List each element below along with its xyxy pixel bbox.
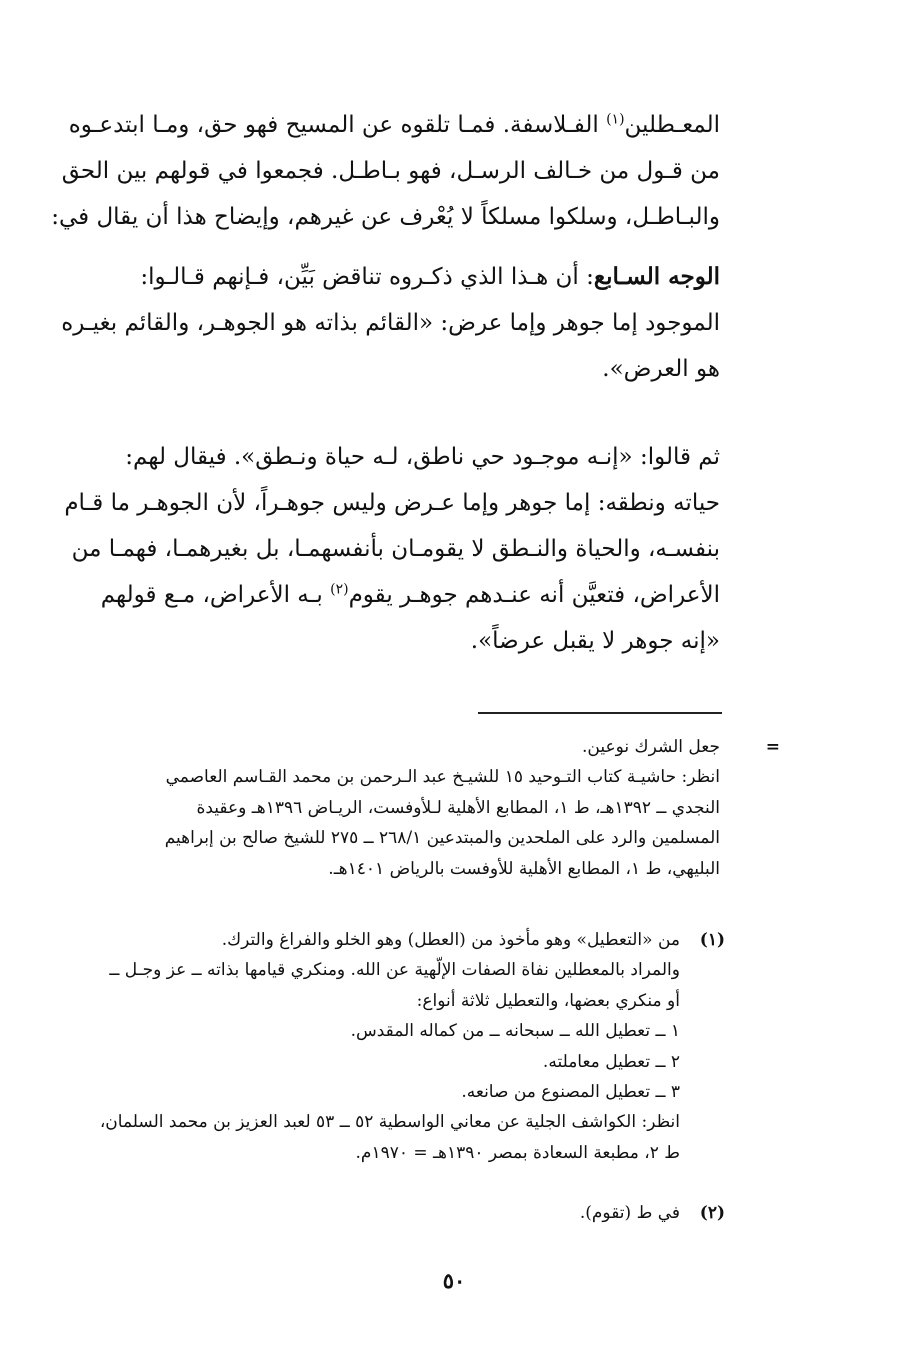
footnote-line: المسلمين والرد على الملحدين والمبتدعين ٢٦٨/١ ــ ٢٧٥ للشيخ صالح بن إبراهيم bbox=[164, 828, 720, 849]
footnote-line: انظر: حاشيـة كتاب التـوحيد ١٥ للشيـخ عبد الـرحمن بن محمد القـاسم العاصمي bbox=[165, 767, 720, 788]
footnote-continuation bbox=[20, 732, 720, 884]
paragraph-line: الموجود إما جوهر وإما عرض: «القائم بذاته هو الجوهـر، والقائم بغيـره bbox=[61, 310, 720, 336]
footnote-line: في ط (تقوم). bbox=[579, 1203, 680, 1223]
text-run: المعـطلين bbox=[624, 112, 720, 138]
paragraph-line: بنفسـه، والحياة والنـطق لا يقومـان بأنفسهمـا، بل بغيرهمـا، فهمـا من bbox=[71, 536, 720, 562]
paragraph-line: ثم قالوا: «إنـه موجـود حي ناطق، لـه حياة ونـطق». فيقال لهم: bbox=[125, 444, 720, 470]
footnote-line: البليهي، ط ١، المطابع الأهلية للأوفست بالرياض ١٤٠١هـ. bbox=[328, 858, 720, 879]
paragraph-line: هو العرض». bbox=[602, 356, 720, 382]
paragraph-line: والبـاطـل، وسلكوا مسلكاً لا يُعْرف عن غيرهم، وإيضاح هذا أن يقال في: bbox=[51, 204, 720, 230]
text-run: : أن هـذا الذي ذكـروه تناقض بَيِّن، فـإنهم قـالـوا: bbox=[140, 264, 594, 290]
page-number: ٥٠ bbox=[442, 1268, 466, 1293]
footnote-line: من «التعطيل» وهو مأخوذ من (العطل) وهو الخلو والفراغ والترك. bbox=[221, 930, 680, 950]
footnote-ref-1[interactable]: (١) bbox=[606, 111, 625, 128]
text-run: الفـلاسفة. فمـا تلقوه عن المسيح فهو حق، ومـا ابتدعـوه bbox=[68, 112, 607, 138]
footnote-line: ٣ ــ تعطيل المصنوع من صانعه. bbox=[461, 1081, 680, 1102]
footnote-line: أو منكري بعضها، والتعطيل ثلاثة أنواع: bbox=[416, 990, 680, 1011]
footnote-1 bbox=[20, 925, 680, 1168]
paragraph-line bbox=[20, 102, 720, 148]
footnote-line: ١ ــ تعطيل الله ــ سبحانه ــ من كماله المقدس. bbox=[350, 1021, 680, 1042]
paragraph-3 bbox=[20, 434, 720, 664]
footnote-continuation-marker: = bbox=[765, 737, 780, 757]
footnote-1-marker: (١) bbox=[699, 930, 725, 950]
footnote-line: ٢ ــ تعطيل معاملته. bbox=[542, 1051, 680, 1072]
text-run: بـه الأعراض، مـع قولهم bbox=[100, 582, 331, 608]
paragraph-2 bbox=[20, 254, 720, 392]
footnote-line: والمراد بالمعطلين نفاة الصفات الإلّهية عن الله. ومنكري قيامها بذاته ــ عز وجـل ــ bbox=[109, 960, 680, 981]
paragraph-1 bbox=[20, 102, 720, 240]
footnote-line: انظر: الكواشف الجلية عن معاني الواسطية ٥٢ ــ ٥٣ لعبد العزيز بن محمد السلمان، bbox=[99, 1112, 680, 1133]
section-heading: الوجه السـابع bbox=[593, 263, 720, 290]
footnote-line: النجدي ــ ١٣٩٢هـ، ط ١، المطابع الأهلية لـلأوفست، الريـاض ١٣٩٦هـ وعقيدة bbox=[196, 797, 720, 818]
paragraph-line bbox=[20, 572, 720, 618]
footnote-separator bbox=[478, 712, 722, 714]
footnote-2 bbox=[20, 1198, 680, 1228]
paragraph-line: «إنه جوهر لا يقبل عرضاً». bbox=[470, 628, 720, 654]
footnote-2-marker: (٢) bbox=[699, 1203, 725, 1223]
paragraph-line bbox=[20, 254, 720, 300]
footnote-line: جعل الشرك نوعين. bbox=[582, 737, 720, 757]
paragraph-line: من قـول من خـالف الرسـل، فهو بـاطـل. فجمعوا في قولهم بين الحق bbox=[61, 158, 720, 184]
footnote-line: ط ٢، مطبعة السعادة بمصر ١٣٩٠هـ = ١٩٧٠م. bbox=[355, 1142, 680, 1163]
footnote-ref-2[interactable]: (٢) bbox=[330, 581, 349, 598]
text-run: الأعراض، فتعيَّن أنه عنـدهم جوهـر يقوم bbox=[348, 582, 720, 608]
paragraph-line: حياته ونطقه: إما جوهر وإما عـرض وليس جوهـراً، لأن الجوهـر ما قـام bbox=[64, 490, 720, 516]
